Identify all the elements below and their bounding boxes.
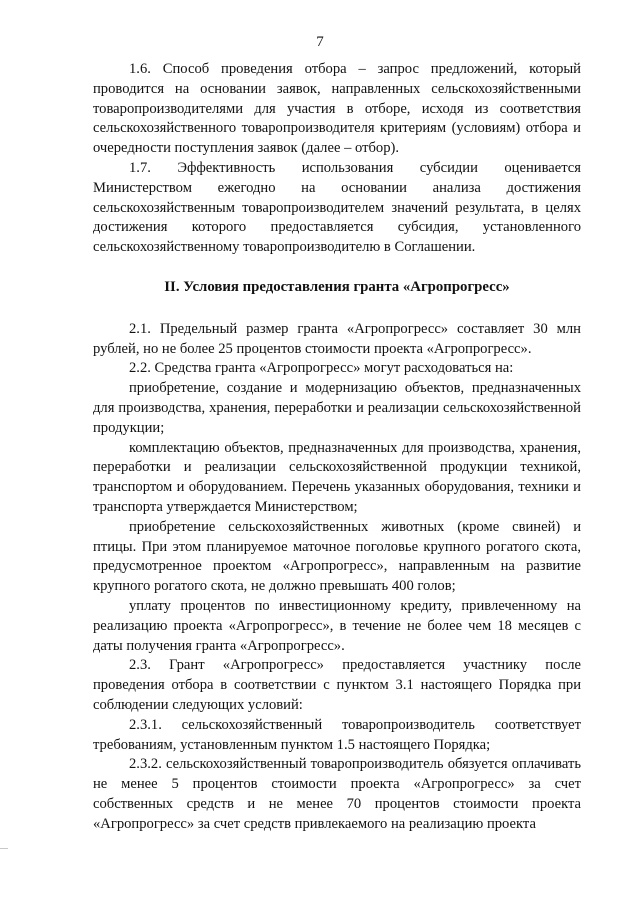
document-body [93,60,581,834]
list-item-equipment: комплектацию объектов, предназначенных для производства, хранения, переработки и реализации сельскохозяйственной продукции техникой, транспортом и оборудованием. Перечень указанных оборудования, техники и транспорта утверждается Министерством; [93,439,581,515]
page-number: 7 [316,34,324,50]
paragraph-2-3-1: 2.3.1. сельскохозяйственный товаропроизводитель соответствует требованиям, установленным пунктом 1.5 настоящего Порядка; [93,716,581,753]
section-heading: II. Условия предоставления гранта «Агропрогресс» [164,278,510,295]
paragraph-2-2: 2.2. Средства гранта «Агропрогресс» могут расходоваться на: [129,360,514,377]
scan-edge-mark [0,848,8,849]
paragraph-1-7: 1.7. Эффективность использования субсидии оценивается Министерством ежегодно на основании анализа достижения сельскохозяйственным товаропроизводителем значений результата, в целях достижения которого предоставляется субсидия, установленного сельскохозяйственному товаропроизводителю в Соглашении. [93,159,581,256]
list-item-acquisition: приобретение, создание и модернизацию объектов, предназначенных для производства, хранения, переработки и реализации сельскохозяйственной продукции; [93,380,581,436]
paragraph-2-1: 2.1. Предельный размер гранта «Агропрогресс» составляет 30 млн рублей, но не более 25 процентов стоимости проекта «Агропрогресс». [93,320,581,357]
paragraph-2-3: 2.3. Грант «Агропрогресс» предоставляется участнику после проведения отбора в соответствии с пунктом 3.1 настоящего Порядка при соблюдении следующих условий: [93,657,581,713]
list-item-livestock: приобретение сельскохозяйственных животных (кроме свиней) и птицы. При этом планируемое маточное поголовье крупного рогатого скота, предусмотренное проектом «Агропрогресс», направленным на развитие крупного рогатого скота, не должно превышать 400 голов; [93,518,581,595]
paragraph-2-3-2: 2.3.2. сельскохозяйственный товаропроизводитель обязуется оплачивать не менее 5 процентов стоимости проекта «Агропрогресс» за счет собственных средств и не менее 70 процентов стоимости проекта «Агропрогресс» за счет средств привлекаемого на реализацию проекта [93,756,581,832]
paragraph-1-6: 1.6. Способ проведения отбора – запрос предложений, который проводится на основании заявок, направленных сельскохозяйственными товаропроизводителями для участия в отборе, исходя из соответствия сельскохозяйственного товаропроизводителя критериям (условиям) отбора и очередности поступления заявок (далее – отбор). [93,61,581,157]
list-item-interest: уплату процентов по инвестиционному кредиту, привлеченному на реализацию проекта «Агропрогресс», в течение не более чем 18 месяцев с даты получения гранта «Агропрогресс». [93,597,581,654]
